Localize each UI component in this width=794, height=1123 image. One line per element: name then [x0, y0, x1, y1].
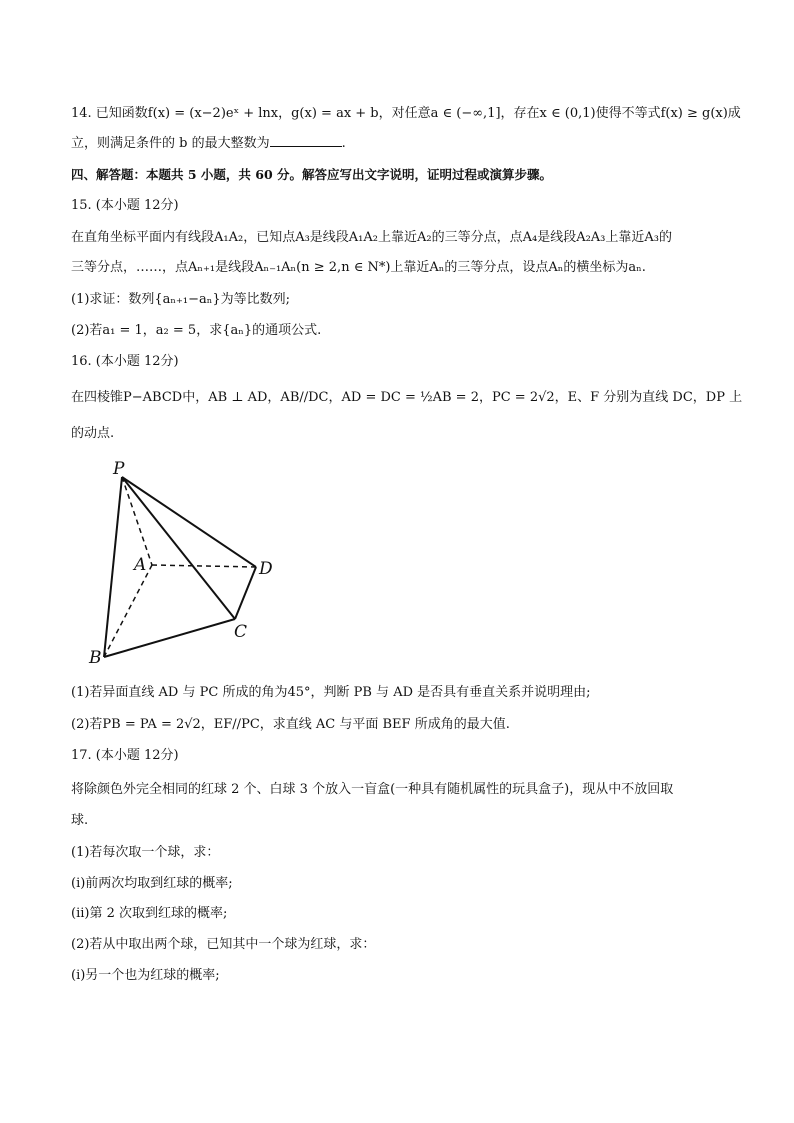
label-d: D: [259, 559, 273, 579]
q17-part-1: (1)若每次取一个球，求：: [71, 845, 220, 860]
q14-line-2-text: 立，则满足条件的 b 的最大整数为: [71, 136, 270, 151]
edge-pa: [122, 477, 152, 565]
edge-ad: [152, 565, 256, 567]
q15-header: 15. (本小题 12分): [71, 198, 179, 213]
q17-part-2-i: (ⅰ)另一个也为红球的概率;: [71, 968, 220, 983]
label-a: A: [134, 555, 147, 575]
answer-blank: [270, 134, 342, 147]
q14-line-2: [71, 134, 731, 154]
q16-line-1: 在四棱锥P−ABCD中，AB ⊥ AD，AB//DC，AD = DC = ½AB = 2，PC = 2√2，E、F 分别为直线 DC，DP 上: [71, 390, 743, 405]
q15-part-2: (2)若a₁ = 1，a₂ = 5，求{aₙ}的通项公式.: [71, 323, 322, 338]
q14-line-1: 14. 已知函数f(x) = (x−2)eˣ + lnx，g(x) = ax + b，对任意a ∈ (−∞,1]，存在x ∈ (0,1)使得不等式f(x) ≥ g(x)成: [71, 106, 741, 121]
q17-part-2: (2)若从中取出两个球，已知其中一个球为红球，求：: [71, 937, 376, 952]
q17-header: 17. (本小题 12分): [71, 748, 179, 763]
edge-pc: [122, 477, 235, 619]
q17-line-1: 将除颜色外完全相同的红球 2 个、白球 3 个放入一盲盒(一种具有随机属性的玩具盒子)，现从中不放回取: [71, 782, 674, 797]
q16-line-2: 的动点.: [71, 426, 115, 441]
q17-part-1-ii: (ⅱ)第 2 次取到红球的概率;: [71, 906, 228, 921]
edge-pb: [104, 477, 122, 657]
label-c: C: [234, 622, 248, 642]
q17-part-1-i: (ⅰ)前两次均取到红球的概率;: [71, 876, 233, 891]
q16-part-2: (2)若PB = PA = 2√2，EF//PC，求直线 AC 与平面 BEF 所成角的最大值.: [71, 717, 510, 732]
q16-header: 16. (本小题 12分): [71, 354, 179, 369]
edge-pd: [122, 477, 256, 567]
section-4-heading: 四、解答题：本题共 5 小题，共 60 分。解答应写出文字说明，证明过程或演算步骤。: [71, 167, 553, 182]
edge-cd: [235, 567, 256, 619]
q15-line-2: 三等分点，……，点Aₙ₊₁是线段Aₙ₋₁Aₙ(n ≥ 2,n ∈ N*)上靠近Aₙ的三等分点，设点Aₙ的横坐标为aₙ.: [71, 260, 646, 275]
q17-line-2: 球.: [71, 813, 89, 828]
pyramid-figure: [84, 455, 284, 670]
q14-line-2-end: .: [341, 136, 346, 151]
q15-part-1: (1)求证：数列{aₙ₊₁−aₙ}为等比数列;: [71, 292, 291, 307]
label-p: P: [113, 459, 125, 479]
q16-part-1: (1)若异面直线 AD 与 PC 所成的角为45°，判断 PB 与 AD 是否具有垂直关系并说明理由;: [71, 685, 591, 700]
q15-line-1: 在直角坐标平面内有线段A₁A₂，已知点A₃是线段A₁A₂上靠近A₂的三等分点，点A₄是线段A₂A₃上靠近A₃的: [71, 230, 672, 245]
label-b: B: [89, 648, 102, 668]
edge-bc: [104, 619, 235, 657]
